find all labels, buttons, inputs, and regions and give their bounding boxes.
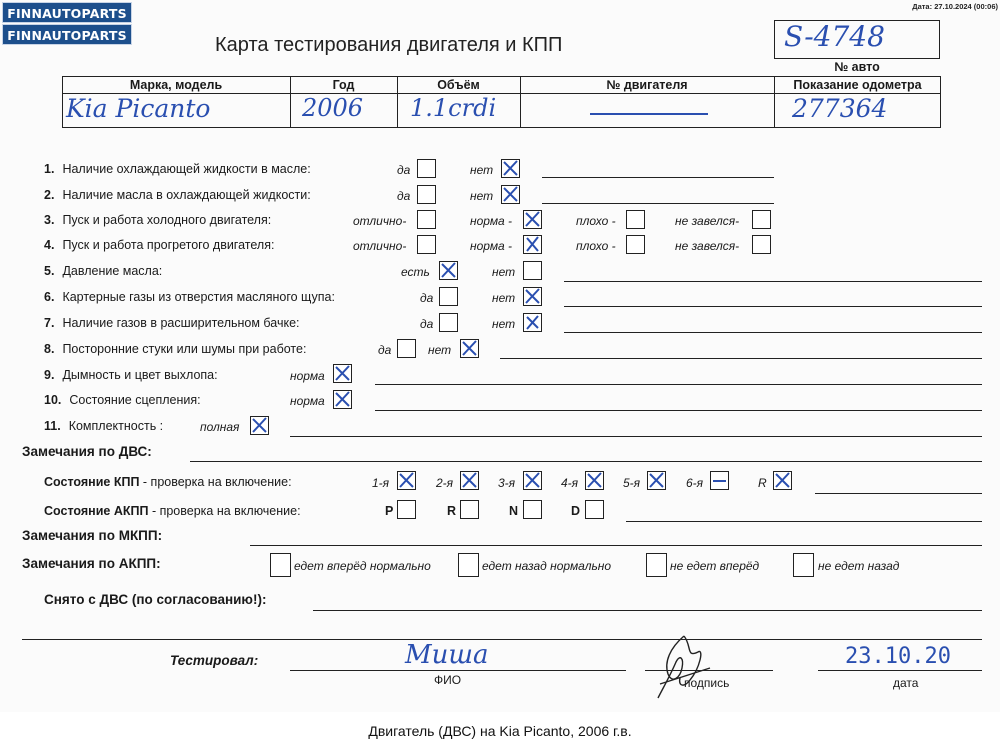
item-4-label: 4. Пуск и работа прогретого двигателя: [44, 238, 275, 252]
item-6-no-checkbox[interactable] [523, 287, 542, 306]
odometer-value: 277364 [792, 94, 888, 123]
kpp-gear-4: 4-я [561, 476, 579, 490]
item-2-opt-yes: да [397, 189, 411, 203]
volume-value: 1.1crdi [410, 94, 497, 122]
item-2-opt-no: нет [470, 189, 494, 203]
item-8-opt-no: нет [428, 343, 452, 357]
kpp-gear-2-checkbox[interactable] [460, 471, 479, 490]
akpp-label: Состояние АКПП - проверка на включение: [44, 504, 301, 518]
item-1-note-line [542, 177, 774, 178]
item-1-yes-checkbox[interactable] [417, 159, 436, 178]
item-10-note-line [375, 410, 982, 411]
tester-name-value: Миша [405, 640, 489, 670]
akpp-gear-r-checkbox[interactable] [460, 500, 479, 519]
item-3-excellent-checkbox[interactable] [417, 210, 436, 229]
kpp-gear-4-checkbox[interactable] [585, 471, 604, 490]
header-make-model: Марка, модель [129, 78, 223, 92]
item-7-label: 7. Наличие газов в расширительном бачке: [44, 316, 300, 330]
akpp-backward-ok-checkbox[interactable] [458, 553, 479, 577]
engine-number-dash [590, 113, 708, 115]
removed-label: Снято с ДВС (по согласованию!): [44, 592, 267, 607]
date-caption: дата [893, 676, 919, 690]
page-title: Карта тестирования двигателя и КПП [215, 34, 563, 56]
item-5-opt-yes: есть [401, 265, 430, 279]
signature-line [645, 670, 773, 671]
kpp-gear-3-checkbox[interactable] [523, 471, 542, 490]
item-2-no-checkbox[interactable] [501, 185, 520, 204]
akpp-forward-ok-checkbox[interactable] [270, 553, 291, 577]
item-3-opt-bad: плохо - [576, 214, 616, 228]
item-8-label: 8. Посторонние стуки или шумы при работе: [44, 342, 307, 356]
akpp-gear-n-checkbox[interactable] [523, 500, 542, 519]
item-6-yes-checkbox[interactable] [439, 287, 458, 306]
kpp-gear-3: 3-я [498, 476, 516, 490]
header-odometer: Показание одометра [793, 78, 922, 92]
kpp-gear-r: R [758, 476, 767, 490]
make-model-value: Kia Picanto [66, 94, 211, 123]
kpp-gear-5-checkbox[interactable] [647, 471, 666, 490]
date-stamp: Дата: 27.10.2024 (00:06) [912, 2, 998, 11]
akpp-forward-ok-label: едет вперёд нормально [294, 559, 431, 573]
akpp-no-backward-label: не едет назад [818, 559, 900, 573]
item-5-yes-checkbox[interactable] [439, 261, 458, 280]
item-7-opt-yes: да [420, 317, 434, 331]
item-4-opt-normal: норма - [470, 239, 513, 253]
item-2-label: 2. Наличие масла в охлаждающей жидкости: [44, 188, 311, 202]
item-8-opt-yes: да [378, 343, 392, 357]
brand-logo: FINNAUTOPARTS [2, 2, 132, 23]
item-9-note-line [375, 384, 982, 385]
akpp-remarks-label: Замечания по АКПП: [22, 556, 161, 571]
tester-name-line [290, 670, 626, 671]
item-6-opt-yes: да [420, 291, 434, 305]
item-11-label: 11. Комплектность : [44, 419, 164, 433]
item-5-label: 5. Давление масла: [44, 264, 163, 278]
item-7-yes-checkbox[interactable] [439, 313, 458, 332]
item-3-opt-excellent: отлично- [353, 214, 407, 228]
item-4-normal-checkbox[interactable] [523, 235, 542, 254]
akpp-backward-ok-label: едет назад нормально [482, 559, 612, 573]
car-number-value: S-4748 [784, 20, 885, 53]
date-line [818, 670, 982, 671]
akpp-note-line [626, 521, 982, 522]
item-6-note-line [564, 306, 982, 307]
kpp-gear-6-checkbox[interactable] [710, 471, 729, 490]
item-8-yes-checkbox[interactable] [397, 339, 416, 358]
akpp-gear-r: R [447, 504, 457, 518]
item-3-opt-normal: норма - [470, 214, 513, 228]
item-2-note-line [542, 203, 774, 204]
header-volume: Объём [437, 78, 480, 92]
tester-name-caption: ФИО [434, 673, 462, 687]
item-8-no-checkbox[interactable] [460, 339, 479, 358]
item-8-note-line [500, 358, 982, 359]
item-3-bad-checkbox[interactable] [626, 210, 645, 229]
item-11-opt-full: полная [200, 420, 240, 434]
item-11-note-line [290, 436, 982, 437]
item-1-opt-yes: да [397, 163, 411, 177]
item-9-opt-normal: норма [290, 369, 325, 383]
item-7-no-checkbox[interactable] [523, 313, 542, 332]
mkpp-remarks-label: Замечания по МКПП: [22, 528, 163, 543]
item-5-opt-no: нет [492, 265, 516, 279]
item-3-no-start-checkbox[interactable] [752, 210, 771, 229]
item-4-bad-checkbox[interactable] [626, 235, 645, 254]
item-10-normal-checkbox[interactable] [333, 390, 352, 409]
removed-line [313, 610, 982, 611]
akpp-gear-n: N [509, 504, 519, 518]
item-4-opt-excellent: отлично- [353, 239, 407, 253]
separator-line [22, 639, 982, 640]
item-5-note-line [564, 281, 982, 282]
mkpp-remarks-line [250, 545, 982, 546]
item-6-label: 6. Картерные газы из отверстия масляного щупа: [44, 290, 335, 304]
item-5-no-checkbox[interactable] [523, 261, 542, 280]
item-3-label: 3. Пуск и работа холодного двигателя: [44, 213, 272, 227]
year-value: 2006 [302, 94, 364, 122]
item-4-no-start-checkbox[interactable] [752, 235, 771, 254]
kpp-label: Состояние КПП - проверка на включение: [44, 475, 292, 489]
item-1-no-checkbox[interactable] [501, 159, 520, 178]
kpp-note-line [815, 493, 982, 494]
akpp-gear-d: D [571, 504, 581, 518]
item-7-opt-no: нет [492, 317, 516, 331]
item-7-note-line [564, 332, 982, 333]
date-value: 23.10.20 [845, 644, 951, 669]
item-11-full-checkbox[interactable] [250, 416, 269, 435]
kpp-gear-2: 2-я [436, 476, 454, 490]
item-1-opt-no: нет [470, 163, 494, 177]
akpp-no-forward-label: не едет вперёд [670, 559, 760, 573]
item-2-yes-checkbox[interactable] [417, 185, 436, 204]
header-year: Год [332, 78, 355, 92]
item-10-label: 10. Состояние сцепления: [44, 393, 201, 407]
tested-label: Тестировал: [170, 653, 259, 668]
kpp-gear-5: 5-я [623, 476, 641, 490]
akpp-gear-d-checkbox[interactable] [585, 500, 604, 519]
car-number-label: № авто [834, 60, 880, 74]
item-4-excellent-checkbox[interactable] [417, 235, 436, 254]
item-4-opt-bad: плохо - [576, 239, 616, 253]
dvs-remarks-label: Замечания по ДВС: [22, 444, 152, 459]
akpp-no-backward-checkbox[interactable] [793, 553, 814, 577]
signature-caption: подпись [684, 676, 730, 690]
kpp-gear-r-checkbox[interactable] [773, 471, 792, 490]
brand-logo-secondary: FINNAUTOPARTS [2, 24, 132, 45]
akpp-no-forward-checkbox[interactable] [646, 553, 667, 577]
item-4-opt-no-start: не завелся- [675, 239, 740, 253]
item-1-label: 1. Наличие охлаждающей жидкости в масле: [44, 162, 311, 176]
akpp-gear-p: P [385, 504, 394, 518]
kpp-gear-1: 1-я [372, 476, 390, 490]
item-6-opt-no: нет [492, 291, 516, 305]
item-10-opt-normal: норма [290, 394, 325, 408]
item-3-opt-no-start: не завелся- [675, 214, 740, 228]
akpp-gear-p-checkbox[interactable] [397, 500, 416, 519]
dvs-remarks-line [190, 461, 982, 462]
item-3-normal-checkbox[interactable] [523, 210, 542, 229]
item-9-label: 9. Дымность и цвет выхлопа: [44, 368, 218, 382]
image-caption: Двигатель (ДВС) на Kia Picanto, 2006 г.в. [0, 712, 1000, 750]
header-engine-number: № двигателя [606, 78, 688, 92]
kpp-gear-1-checkbox[interactable] [397, 471, 416, 490]
item-9-normal-checkbox[interactable] [333, 364, 352, 383]
kpp-gear-6: 6-я [686, 476, 704, 490]
